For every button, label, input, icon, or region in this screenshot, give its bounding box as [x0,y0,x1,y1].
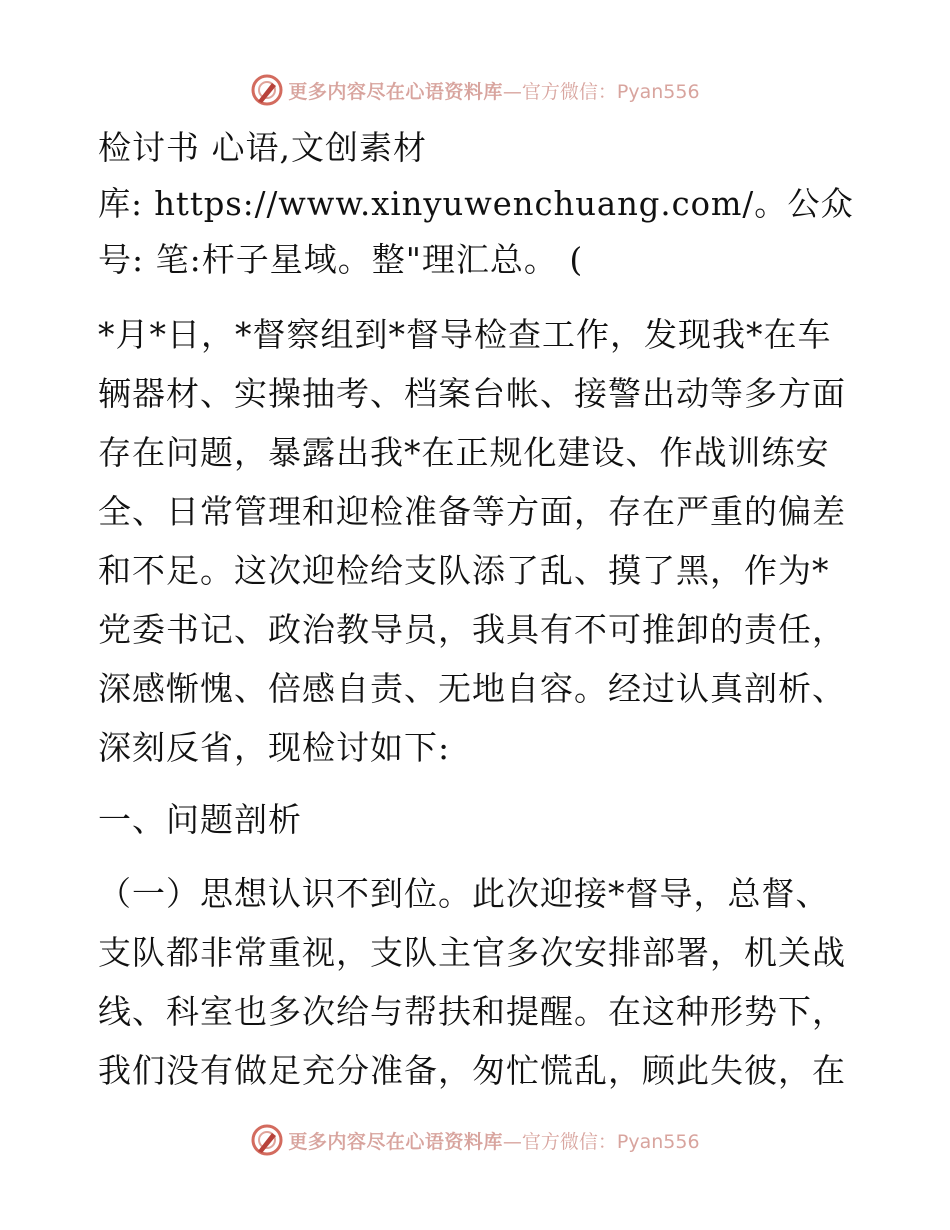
text-line: 检讨书 心语,文创素材 [98,128,427,167]
text-line: *月*日，*督察组到*督导检查工作，发现我*在车 [98,315,832,354]
text-line: 库: https://www.xinyuwenchuang.com/。公众 [98,184,854,223]
text-line: 党委书记、政治教导员，我具有不可推卸的责任， [98,610,846,649]
text-line: 全、日常管理和迎检准备等方面，存在严重的偏差 [98,492,846,531]
watermark-brand-text: 更多内容尽在心语资料库 [288,80,503,103]
watermark-brand-text: 更多内容尽在心语资料库 [288,1130,503,1153]
watermark-contact-text: —官方微信：Pyan556 [502,1130,700,1153]
watermark-contact-text: —官方微信：Pyan556 [502,80,700,103]
pen-logo-icon [250,1123,284,1157]
text-line: 深刻反省，现检讨如下: [98,728,451,767]
text-line: 辆器材、实操抽考、档案台帐、接警出动等多方面 [98,374,846,413]
section-heading: 一、问题剖析 [98,800,302,839]
pen-logo-icon [250,73,284,107]
text-line: 线、科室也多次给与帮扶和提醒。在这种形势下， [98,992,846,1031]
text-line: 存在问题，暴露出我*在正规化建设、作战训练安 [98,433,830,472]
header-watermark [0,70,950,110]
text-line: 我们没有做足充分准备，匆忙慌乱，顾此失彼，在 [98,1051,846,1090]
text-line: 号: 笔:杆子星域。整"理汇总。 ( [98,240,584,279]
text-line: 和不足。这次迎检给支队添了乱、摸了黑，作为* [98,551,830,590]
text-line: （一）思想认识不到位。此次迎接*督导，总督、 [98,874,830,913]
text-line: 支队都非常重视，支队主官多次安排部署，机关战 [98,933,846,972]
text-line: 深感惭愧、倍感自责、无地自容。经过认真剖析、 [98,669,846,708]
footer-watermark [0,1120,950,1160]
